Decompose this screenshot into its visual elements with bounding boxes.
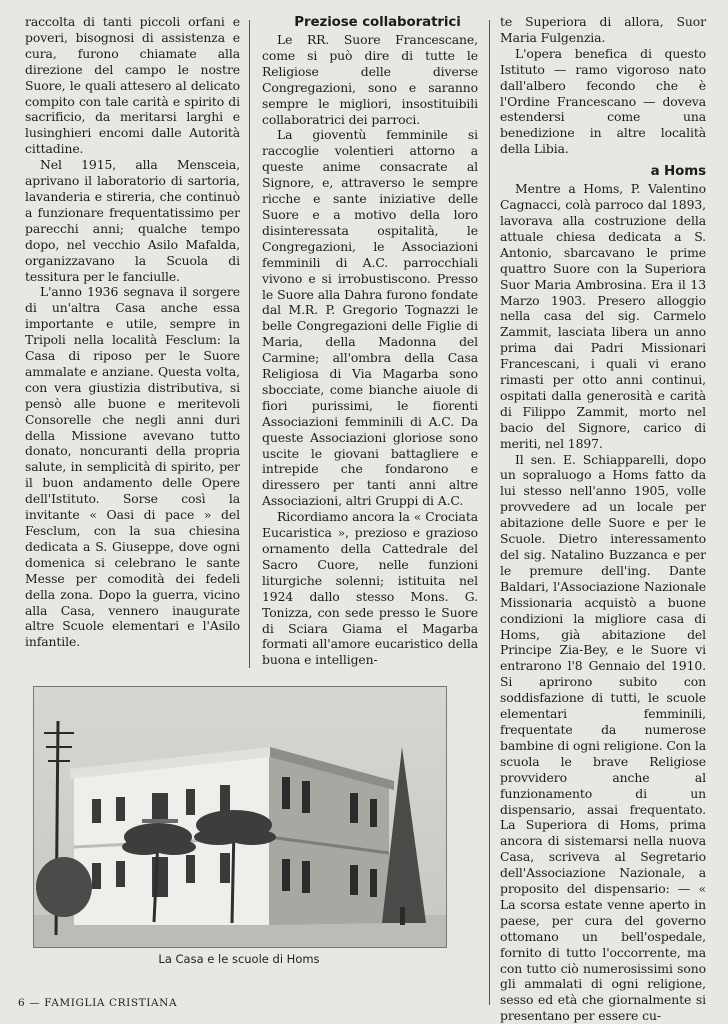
- column-divider: [489, 20, 490, 1005]
- text-column-left: [25, 14, 240, 650]
- paragraph: raccolta di tanti piccoli orfani e poveri, bisognosi di assistenza e cura, furono chiamate alla direzione del campo le nostre Suore, le quali attesero al delicato compito con tale carità e spirito di sacrificio, da meritarsi larghi e lusinghieri encomi dalle Autorità cittadine.: [25, 14, 240, 157]
- paragraph: Mentre a Homs, P. Valentino Cagnacci, colà parroco dal 1893, lavorava alla costruzione della attuale chiesa dedicata a S. Antonio, sbarcavano le prime quattro Suore con la Superiora Suor Maria Ambrosina. Era il 13 Marzo 1903. Presero alloggio nella casa del sig. Carmelo Zammit, lasciata libera un anno prima dai Padri Missionari Francescani, i quali vi erano rimasti per otto anni continui, ospitati dalla generosità e carità di Filippo Zammit, morto nel bacio del Signore, carico di meriti, nel 1897.: [500, 181, 706, 451]
- column-divider: [249, 20, 250, 668]
- paragraph: Le RR. Suore Francescane, come si può dire di tutte le Religiose delle diverse Congregazioni, sono e saranno sempre le migliori, insostituibili collaboratrici dei parroci.: [262, 32, 478, 127]
- building-illustration: [34, 687, 446, 947]
- building-photo: [33, 686, 447, 948]
- paragraph: Il sen. E. Schiapparelli, dopo un sopraluogo a Homs fatto da lui stesso nell'anno 1905, volle provvedere ad un locale per abitazione delle Suore e per le Scuole. Dietro interessamento del sig. Natalino Buzzanca e per le premure dell'ing. Dante Baldari, l'Associazione Nazionale Missionaria acquistò a buone condizioni la migliore casa di Homs, già abitazione del Principe Zia-Bey, e le Suore vi entrarono l'8 Gennaio del 1910. Si aprirono subito con soddisfazione di tutti, le scuole elementari femminili, frequentate da numerose bambine di ogni religione. Con la scuola le brave Religiose provvidero anche al funzionamento di un dispensario, assai frequentato. La Superiora di Homs, prima ancora di sistemarsi nella nuova Casa, scriveva al Segretario dell'Associazione Nazionale, a proposito del dispensario: — « La scorsa estate venne aperto in paese, per cura del governo ottomano un bell'ospedale, fornito di tutto l'occorrente, ma con tutto ciò numerosissimi sono gli ammalati di ogni religione, sesso ed età che giornalmente si presentano per essere cu-: [500, 451, 706, 1024]
- paragraph: L'anno 1936 segnava il sorgere di un'altra Casa anche essa importante e utile, sempre in Tripoli nella località Fesclum: la Casa di riposo per le Suore ammalate e anziane. Questa volta, con vera giustizia distributiva, si pensò alle buone e meritevoli Consorelle che negli anni duri della Missione avevano tutto donato, noncuranti della propria salute, in semplicità di spirito, per il buon andamento delle Opere dell'Istituto. Sorse così la invitante « Oasi di pace » del Fesclum, con la sua chiesina dedicata a S. Giuseppe, dove ogni domenica si celebrano le sante Messe per comodità dei fedeli della zona. Dopo la guerra, vicino alla Casa, vennero inaugurate altre Scuole elementari e l'Asilo infantile.: [25, 284, 240, 650]
- paragraph: La gioventù femminile si raccoglie volentieri attorno a queste anime consacrate al Signore, e, attraverso le sempre ricche e sante iniziative delle Suore e a motivo della loro disinteressata ospitalità, le Congregazioni, le Associazioni femminili di A.C. parrocchiali vivono e si irrobustiscono. Presso le Suore alla Dahra furono fondate dal M.R. P. Gregorio Tognazzi le belle Congregazioni delle Figlie di Maria, della Madonna del Carmine; all'ombra della Casa Religiosa di Via Magarba sono sbocciate, come bianche aiuole di fiori purissimi, le fiorenti Associazioni femminili di A.C. Da queste Associazioni gloriose sono uscite le giovani battagliere e intrepide che fondarono e diressero per tanti anni altre Associazioni, altri Gruppi di A.C.: [262, 127, 478, 509]
- paragraph: te Superiora di allora, Suor Maria Fulgenzia.: [500, 14, 706, 45]
- section-heading: a Homs: [650, 164, 706, 180]
- section-heading: Preziose collaboratrici: [294, 15, 461, 30]
- paragraph: L'opera benefica di questo Istituto — ramo vigoroso nato dall'albero fecondo che è l'Ordine Francescano — doveva estendersi come una benedizione in altre località della Libia.: [500, 45, 706, 157]
- text-column-middle: [262, 14, 478, 668]
- page-footer: 6 — FAMIGLIA CRISTIANA: [18, 997, 178, 1009]
- text-column-right: [500, 14, 706, 1024]
- paragraph: Ricordiamo ancora la « Crociata Eucaristica », prezioso e grazioso ornamento della Cattedrale del Sacro Cuore, nelle funzioni liturgiche solenni; istituita nel 1924 dallo stesso Mons. G. Tonizza, con sede presso le Suore di Sciara Giama el Magarba formati all'amore eucaristico della buona e intelligen-: [262, 509, 478, 668]
- paragraph: Nel 1915, alla Mensceia, aprivano il laboratorio di sartoria, lavanderia e stireria, che continuò a funzionare frequentatissimo per parecchi anni; qualche tempo dopo, nel vecchio Asilo Mafalda, organizzavano la Scuola di tessitura per le fanciulle.: [25, 157, 240, 284]
- photo-caption: La Casa e le scuole di Homs: [158, 952, 320, 966]
